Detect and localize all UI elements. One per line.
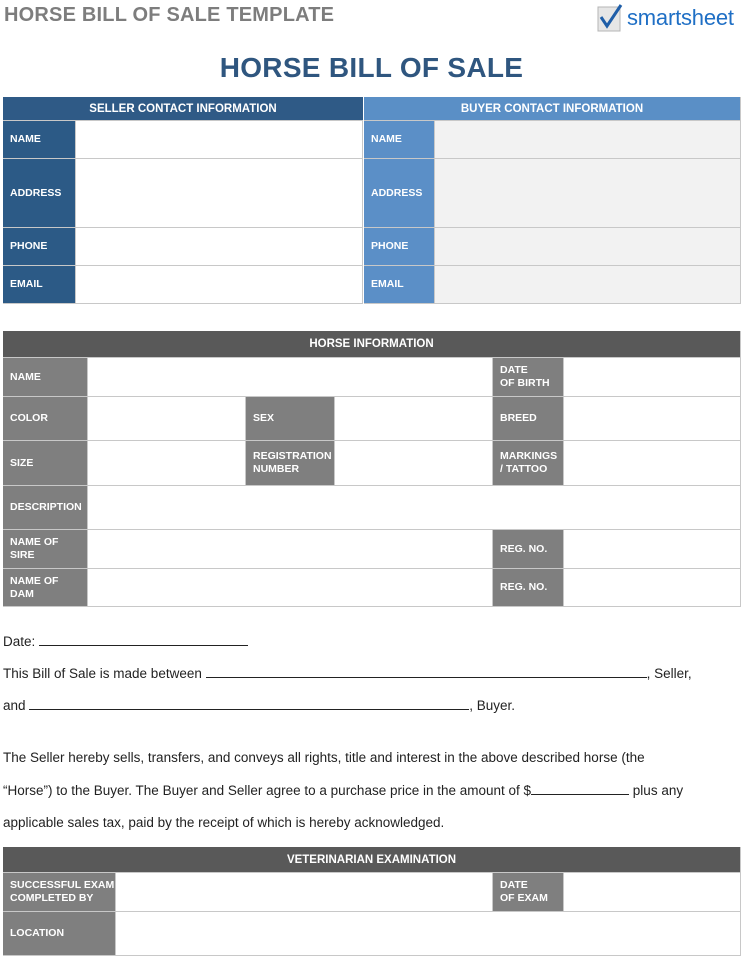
registration-number-field[interactable] [335,441,493,486]
breed-label: BREED [493,397,564,441]
price-blank[interactable] [531,782,629,795]
seller-name-field[interactable] [76,121,363,159]
location-field[interactable] [116,912,741,956]
buyer-email-field[interactable] [435,266,741,304]
exam-completed-by-label: SUCCESSFUL EXAM COMPLETED BY [3,873,116,912]
smartsheet-check-icon [597,4,623,32]
color-field[interactable] [88,397,246,441]
and-prefix-text: and [3,698,30,713]
date-of-exam-field[interactable] [564,873,741,912]
plus-any-text: plus any [629,783,684,798]
logo-text: smartsheet [627,5,734,30]
sex-label: SEX [246,397,335,441]
buyer-suffix-text: , Buyer. [469,698,516,713]
seller-email-field[interactable] [76,266,363,304]
sire-name-field[interactable] [88,530,493,569]
and-buyer-line [3,697,515,713]
buyer-name-blank[interactable] [29,697,469,710]
location-label: LOCATION [3,912,116,956]
seller-heading: SELLER CONTACT INFORMATION [3,97,363,121]
smartsheet-logo [597,3,734,33]
sire-reg-no-field[interactable] [564,530,741,569]
vet-heading: VETERINARIAN EXAMINATION [3,847,741,873]
price-text: “Horse”) to the Buyer. The Buyer and Seller agree to a purchase price in the amount of $ [3,783,532,798]
page-title: HORSE BILL OF SALE [219,52,524,83]
template-title: HORSE BILL OF SALE TEMPLATE [4,4,335,26]
sex-field[interactable] [335,397,493,441]
seller-phone-label: PHONE [3,228,76,266]
buyer-heading: BUYER CONTACT INFORMATION [364,97,741,121]
date-line [3,633,248,649]
color-label: COLOR [3,397,88,441]
buyer-email-label: EMAIL [364,266,435,304]
seller-name-blank[interactable] [206,665,647,678]
date-blank[interactable] [39,633,248,646]
buyer-phone-label: PHONE [364,228,435,266]
buyer-address-field[interactable] [435,159,741,228]
seller-suffix-text: , Seller, [646,666,692,681]
seller-name-label: NAME [3,121,76,159]
date-label: Date: [3,634,40,649]
markings-label: MARKINGS / TATTOO [493,441,564,486]
sire-name-label: NAME OF SIRE [3,530,88,569]
made-between-line [3,665,692,681]
exam-completed-by-field[interactable] [116,873,493,912]
seller-address-label: ADDRESS [3,159,76,228]
date-of-birth-label: DATE OF BIRTH [493,358,564,397]
dam-reg-no-label: REG. NO. [493,569,564,607]
seller-phone-field[interactable] [76,228,363,266]
seller-address-field[interactable] [76,159,363,228]
conveyance-paragraph-line2 [3,782,683,798]
registration-number-label: REGISTRATION NUMBER [246,441,335,486]
conveyance-paragraph-line3: applicable sales tax, paid by the receipt of which is hereby acknowledged. [3,815,445,830]
size-field[interactable] [88,441,246,486]
size-label: SIZE [3,441,88,486]
horse-name-field[interactable] [88,358,493,397]
date-of-exam-label: DATE OF EXAM [493,873,564,912]
made-between-text: This Bill of Sale is made between [3,666,206,681]
sire-reg-no-label: REG. NO. [493,530,564,569]
horse-heading: HORSE INFORMATION [3,331,741,358]
dam-reg-no-field[interactable] [564,569,741,607]
buyer-phone-field[interactable] [435,228,741,266]
description-label: DESCRIPTION [3,486,88,530]
buyer-address-label: ADDRESS [364,159,435,228]
breed-field[interactable] [564,397,741,441]
dam-name-field[interactable] [88,569,493,607]
description-field[interactable] [88,486,741,530]
seller-email-label: EMAIL [3,266,76,304]
conveyance-paragraph-line1: The Seller hereby sells, transfers, and conveys all rights, title and interest in the above described horse (the [3,750,645,765]
horse-name-label: NAME [3,358,88,397]
markings-field[interactable] [564,441,741,486]
dam-name-label: NAME OF DAM [3,569,88,607]
buyer-name-label: NAME [364,121,435,159]
date-of-birth-field[interactable] [564,358,741,397]
buyer-name-field[interactable] [435,121,741,159]
